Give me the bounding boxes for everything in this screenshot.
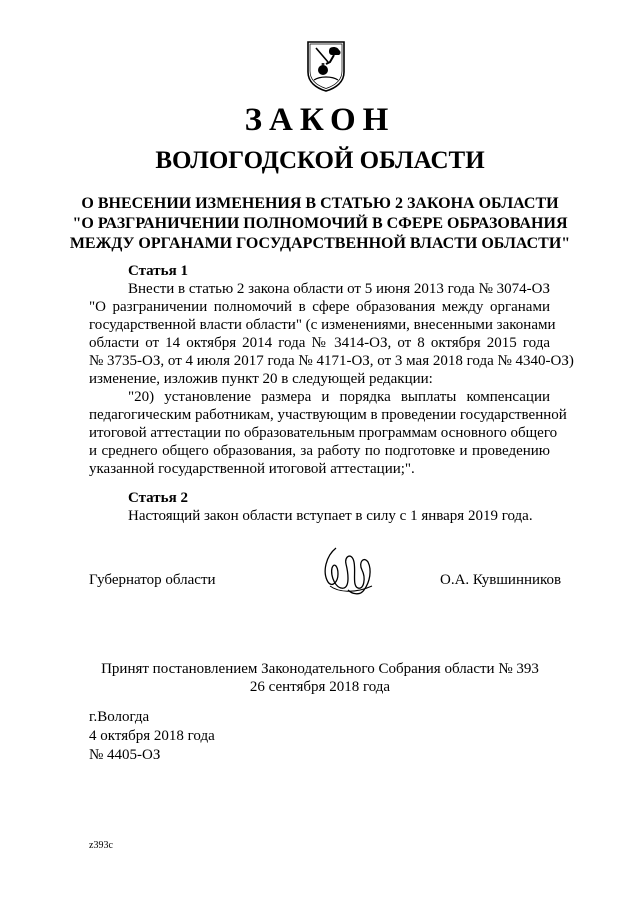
adoption-line: Принят постановлением Законодательного Собрания области № 393	[101, 661, 539, 677]
paragraph-line: № 3735-ОЗ, от 4 июля 2017 года № 4171-ОЗ, от 3 мая 2018 года № 4340-ОЗ)	[89, 353, 574, 369]
paragraph-line: Внести в статью 2 закона области от 5 июня 2013 года № 3074-ОЗ	[128, 281, 550, 297]
document-subtitle: ВОЛОГОДСКОЙ ОБЛАСТИ	[155, 147, 485, 174]
document-title: ЗАКОН	[244, 102, 396, 138]
article-1-paragraph	[89, 298, 574, 388]
quote-line: и среднего общего образования, за работу по подготовке и проведению	[89, 443, 550, 459]
quote-line: "20) установление размера и порядка выплаты компенсации	[128, 389, 550, 405]
coat-of-arms-icon	[306, 40, 346, 92]
article-1-paragraph-first-line	[128, 280, 550, 298]
place-info	[89, 708, 215, 765]
quote-block	[89, 406, 567, 478]
law-number: № 4405-ОЗ	[89, 747, 161, 763]
paragraph-line: государственной власти области" (с изменениями, внесенными законами	[89, 317, 556, 333]
paragraph-line: "О разграничении полномочий в сфере образования между органами	[89, 299, 550, 315]
law-name-line: "О РАЗГРАНИЧЕНИИ ПОЛНОМОЧИЙ В СФЕРЕ ОБРАЗОВАНИЯ	[72, 215, 568, 232]
article-1-heading: Статья 1	[128, 263, 188, 279]
adoption-info	[0, 660, 640, 696]
article-2-heading: Статья 2	[128, 490, 188, 506]
quote-line: указанной государственной итоговой аттестации;".	[89, 461, 415, 477]
document-code: z393c	[89, 840, 113, 851]
paragraph-line: области от 14 октября 2014 года № 3414-ОЗ, от 8 октября 2015 года	[89, 335, 550, 351]
quote-line: педагогическим работникам, участвующим в проведении государственной	[89, 407, 567, 423]
quote-line: итоговой аттестации по образовательным программам основного общего	[89, 425, 558, 441]
handwritten-signature-icon	[318, 542, 378, 600]
governor-title: Губернатор области	[89, 572, 216, 588]
law-name	[0, 194, 640, 254]
law-name-line: О ВНЕСЕНИИ ИЗМЕНЕНИЯ В СТАТЬЮ 2 ЗАКОНА ОБЛАСТИ	[81, 195, 559, 212]
adoption-date: 26 сентября 2018 года	[249, 679, 391, 695]
article-2-text: Настоящий закон области вступает в силу с 1 января 2019 года.	[128, 508, 533, 524]
quote-first-line	[128, 388, 550, 406]
law-name-line: МЕЖДУ ОРГАНАМИ ГОСУДАРСТВЕННОЙ ВЛАСТИ ОБЛАСТИ"	[69, 235, 571, 252]
paragraph-line: изменение, изложив пункт 20 в следующей редакции:	[89, 371, 433, 387]
city: г.Вологда	[89, 709, 150, 725]
governor-name: О.А. Кувшинников	[440, 572, 562, 588]
signing-date: 4 октября 2018 года	[89, 728, 215, 744]
